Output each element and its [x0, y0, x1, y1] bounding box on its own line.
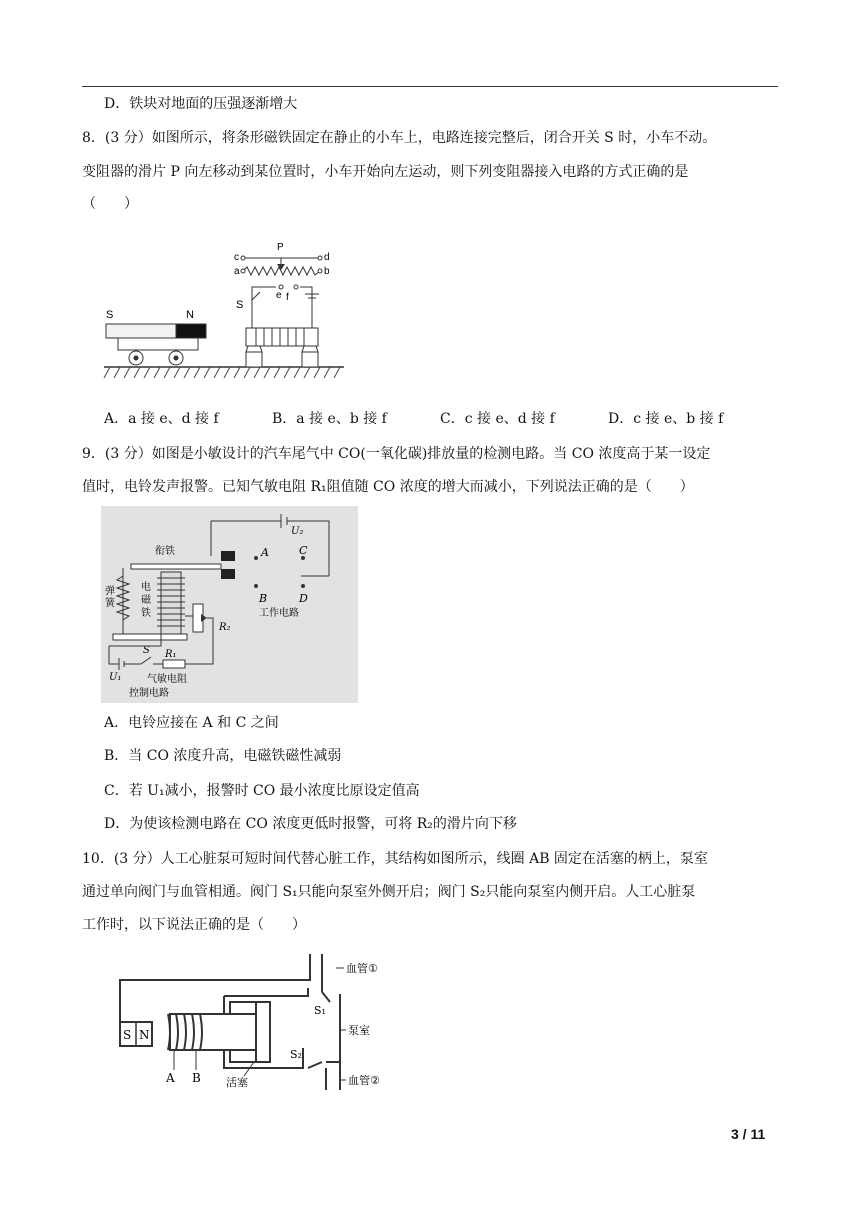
- q8-fig-p: P: [277, 242, 284, 253]
- q8-stem-line3: （ ）: [82, 196, 138, 212]
- q9-fig-em-3: 铁: [141, 608, 151, 619]
- q8-fig-d: d: [324, 252, 330, 263]
- q9-fig-u2: U₂: [291, 526, 304, 537]
- prev-option-d: D．铁块对地面的压强逐渐增大: [104, 96, 298, 112]
- q10-stem-line2: 通过单向阀门与血管相通。阀门 S₁只能向泵室外侧开启；阀门 S₂只能向泵室内侧开启。人工心脏泵: [82, 884, 696, 900]
- q9-fig-em-1: 电: [141, 582, 151, 593]
- q10-fig-n: N: [139, 1028, 150, 1042]
- q10-fig-vessel1: 血管①: [346, 962, 378, 975]
- q10-stem-line1: 10．(3 分）人工心脏泵可短时间代替心脏工作，其结构如图所示，线圈 AB 固定在活塞的柄上，泵室: [82, 851, 708, 867]
- q10-fig-s: S: [123, 1028, 132, 1042]
- q9-fig-r2: R₂: [219, 622, 231, 633]
- q9-fig-u1: U₁: [109, 672, 122, 683]
- q9-fig-gas-2: 控制电路: [129, 688, 169, 699]
- q9-fig-r1: R₁: [165, 649, 177, 660]
- q9-fig-d: D: [299, 592, 308, 605]
- q9-fig-work-circuit: 工作电路: [259, 608, 299, 619]
- q8-fig-s-pole: S: [106, 309, 114, 321]
- q9-fig-s: S: [143, 645, 150, 656]
- q9-figure-co-detector: [101, 506, 358, 703]
- q9-option-d: D．为使该检测电路在 CO 浓度更低时报警，可将 R₂的滑片向下移: [104, 816, 517, 832]
- q10-figure-heart-pump: [108, 952, 414, 1092]
- q8-fig-n-pole: N: [186, 309, 194, 321]
- q10-stem-line3: 工作时，以下说法正确的是（ ）: [82, 917, 306, 933]
- q9-option-b: B．当 CO 浓度升高，电磁铁磁性减弱: [104, 748, 342, 764]
- q10-fig-b: B: [192, 1071, 201, 1085]
- q8-fig-f: f: [286, 292, 289, 303]
- q9-option-c: C．若 U₁减小，报警时 CO 最小浓度比原设定值高: [104, 783, 420, 799]
- q9-stem-line1: 9．(3 分）如图是小敏设计的汽车尾气中 CO(一氧化碳)排放量的检测电路。当 CO 浓度高于某一设定: [82, 446, 711, 462]
- q9-fig-b: B: [259, 592, 268, 605]
- header-rule: [82, 86, 778, 87]
- q8-fig-c: c: [234, 252, 239, 263]
- q8-stem-line2: 变阻器的滑片 P 向左移动到某位置时，小车开始向左运动，则下列变阻器接入电路的方式正确的是: [82, 164, 689, 180]
- page-number: 3 / 11: [731, 1126, 766, 1142]
- q9-stem-line2: 值时，电铃发声报警。已知气敏电阻 R₁阻值随 CO 浓度的增大而减小，下列说法正确的是（ ）: [82, 479, 694, 495]
- q9-fig-gas-1: 气敏电阻: [147, 674, 187, 685]
- q8-figure-magnet-cart: [100, 230, 350, 385]
- q9-fig-spring-1: 弹: [105, 586, 115, 597]
- q8-option-d: D．c 接 e、b 接 f: [608, 411, 724, 427]
- q8-fig-switch: S: [236, 299, 244, 311]
- q10-fig-vessel2: 血管②: [348, 1074, 380, 1087]
- q9-fig-c: C: [299, 544, 308, 557]
- q10-fig-s1: S₁: [314, 1004, 326, 1017]
- q10-fig-a: A: [166, 1071, 175, 1085]
- q8-fig-b: b: [324, 266, 330, 277]
- q9-fig-armature: 衔铁: [155, 546, 175, 557]
- q8-option-c: C．c 接 e、d 接 f: [440, 411, 555, 427]
- q8-option-a: A．a 接 e、d 接 f: [104, 411, 219, 427]
- q10-fig-s2: S₂: [290, 1048, 302, 1061]
- q9-fig-em-2: 磁: [141, 595, 151, 606]
- q8-fig-a: a: [234, 266, 240, 277]
- q8-stem-line1: 8．(3 分）如图所示，将条形磁铁固定在静止的小车上，电路连接完整后，闭合开关 S 时，小车不动。: [82, 130, 717, 146]
- q8-fig-e: e: [276, 290, 282, 301]
- q9-option-a: A．电铃应接在 A 和 C 之间: [104, 715, 279, 731]
- q9-fig-a: A: [261, 546, 269, 559]
- q10-fig-piston: 活塞: [226, 1076, 248, 1089]
- q8-options: [104, 408, 764, 428]
- q10-fig-pump-room: 泵室: [348, 1024, 370, 1037]
- q8-option-b: B．a 接 e、b 接 f: [272, 411, 387, 427]
- q9-fig-spring-2: 簧: [105, 598, 115, 609]
